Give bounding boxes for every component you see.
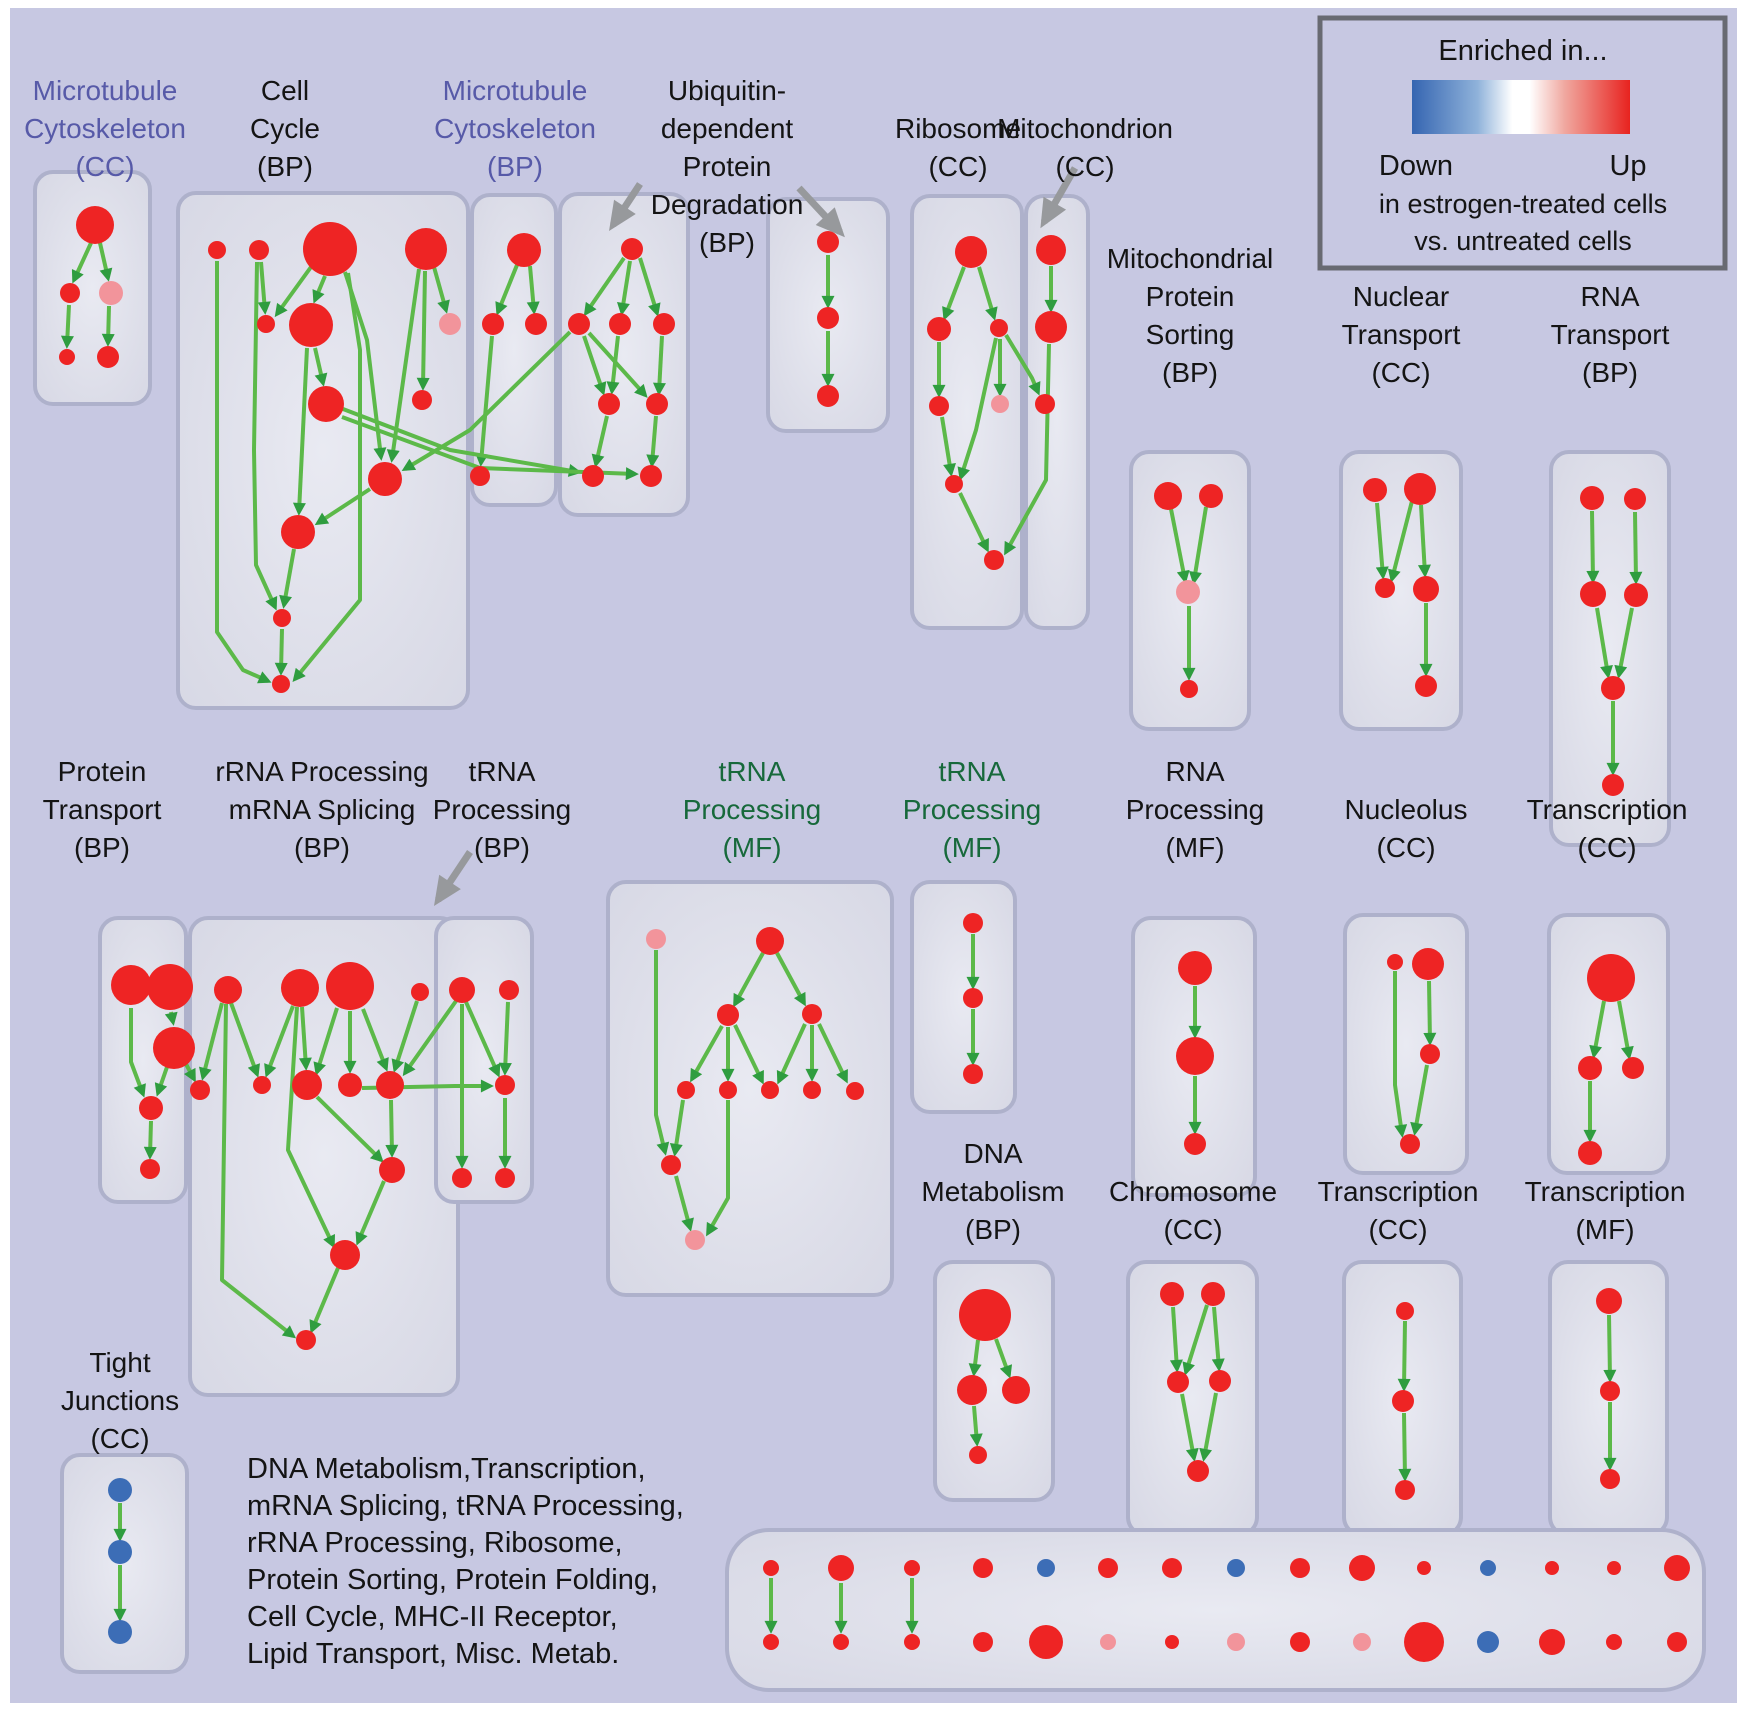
- cluster-label-transcription-mf: Transcription: [1524, 1176, 1686, 1207]
- node-misc-clusters-8: [1290, 1558, 1310, 1578]
- node-rrna-processing-mrna-splicing-bp-0: [190, 1080, 210, 1100]
- node-trna-processing-bp-4: [495, 1168, 515, 1188]
- node-rrna-processing-mrna-splicing-bp-3: [326, 962, 374, 1010]
- node-chromosome-cc-1: [1201, 1282, 1225, 1306]
- node-rna-transport-bp-4: [1601, 676, 1625, 700]
- node-ubiquitin-degradation-chain-0: [817, 231, 839, 253]
- legend-gradient-bar: [1412, 80, 1630, 134]
- legend: [1320, 18, 1725, 268]
- node-misc-clusters-23: [1290, 1632, 1310, 1652]
- cluster-label-trna-processing-mf-2: tRNA: [938, 756, 1006, 787]
- node-mitochondrial-protein-sorting-bp-1: [1199, 484, 1223, 508]
- cluster-box-chromosome-cc: [1128, 1262, 1257, 1535]
- node-cell-cycle-bp-12: [272, 675, 290, 693]
- node-protein-transport-bp-4: [140, 1159, 160, 1179]
- node-microtubule-cytoskeleton-cc-1: [60, 283, 80, 303]
- legend-down-label: Down: [1378, 150, 1454, 182]
- node-tight-junctions-cc-1: [108, 1540, 132, 1564]
- node-chromosome-cc-3: [1209, 1370, 1231, 1392]
- misc-text-line: Cell Cycle, MHC-II Receptor,: [247, 1601, 618, 1633]
- node-dna-metabolism-bp-2: [1002, 1376, 1030, 1404]
- node-microtubule-cytoskeleton-bp-2: [525, 313, 547, 335]
- node-mitochondrial-protein-sorting-bp-3: [1180, 680, 1198, 698]
- node-transcription-cc-1: [1578, 1056, 1602, 1080]
- node-mitochondrial-protein-sorting-bp-0: [1154, 482, 1182, 510]
- node-cell-cycle-bp-6: [439, 313, 461, 335]
- node-rrna-processing-mrna-splicing-bp-4: [411, 983, 429, 1001]
- edge-rna-transport-bp: [1592, 511, 1593, 580]
- legend-up-label: Up: [1609, 150, 1647, 182]
- node-mitochondrion-cc-0: [1036, 235, 1066, 265]
- node-rna-transport-bp-2: [1580, 581, 1606, 607]
- node-protein-transport-bp-0: [111, 965, 151, 1005]
- node-cell-cycle-bp-8: [412, 390, 432, 410]
- node-transcription-mf-1: [1600, 1381, 1620, 1401]
- misc-text-line: mRNA Splicing, tRNA Processing,: [247, 1490, 684, 1522]
- node-trna-processing-mf-1: [756, 927, 784, 955]
- node-ribosome-cc-2: [990, 319, 1008, 337]
- node-transcription-mf-2: [1600, 1469, 1620, 1489]
- edge-transcription-cc-2: [1404, 1413, 1405, 1478]
- node-ubiquitin-degradation-chain-2: [817, 385, 839, 407]
- cluster-label-rna-processing-mf: (MF): [1165, 832, 1225, 863]
- node-misc-clusters-7: [1227, 1559, 1245, 1577]
- node-trna-processing-bp-3: [452, 1168, 472, 1188]
- node-ubiquitin-dependent-protein-degradation-bp-3: [653, 313, 675, 335]
- node-cell-cycle-bp-9: [368, 462, 402, 496]
- cluster-label-mitochondrial-protein-sorting-bp: (BP): [1162, 357, 1218, 388]
- node-nucleolus-cc-0: [1387, 954, 1403, 970]
- node-cell-cycle-bp-7: [308, 386, 344, 422]
- cluster-label-dna-metabolism-bp: DNA: [963, 1138, 1023, 1169]
- misc-text-line: rRNA Processing, Ribosome,: [247, 1527, 623, 1559]
- cluster-label-nuclear-transport-cc: Nuclear: [1352, 281, 1450, 312]
- cluster-label-microtubule-cytoskeleton-cc: Microtubule: [32, 75, 178, 106]
- node-misc-clusters-13: [1607, 1561, 1621, 1575]
- node-misc-clusters-11: [1480, 1560, 1496, 1576]
- node-trna-processing-mf-5: [719, 1081, 737, 1099]
- node-dna-metabolism-bp-1: [957, 1375, 987, 1405]
- node-nuclear-transport-cc-0: [1363, 478, 1387, 502]
- node-ubiquitin-dependent-protein-degradation-bp-0: [621, 238, 643, 260]
- node-cell-cycle-bp-5: [289, 303, 333, 347]
- node-chromosome-cc-4: [1187, 1460, 1209, 1482]
- node-trna-processing-mf-7: [803, 1081, 821, 1099]
- cluster-label-rna-processing-mf: Processing: [1125, 794, 1265, 825]
- node-misc-clusters-28: [1606, 1634, 1622, 1650]
- cluster-label-microtubule-cytoskeleton-bp: Microtubule: [442, 75, 588, 106]
- node-ribosome-cc-5: [945, 475, 963, 493]
- cluster-label-microtubule-cytoskeleton-cc: Cytoskeleton: [24, 113, 186, 144]
- node-ubiquitin-dependent-protein-degradation-bp-4: [598, 393, 620, 415]
- node-trna-processing-mf-2-1: [963, 988, 983, 1008]
- node-misc-clusters-24: [1353, 1633, 1371, 1651]
- node-misc-clusters-29: [1667, 1632, 1687, 1652]
- cluster-label-ubiquitin-dependent-protein-degradation-bp: (BP): [699, 227, 755, 258]
- cluster-label-protein-transport-bp: Protein: [57, 756, 147, 787]
- cluster-label-trna-processing-bp: (BP): [474, 832, 530, 863]
- cluster-label-trna-processing-mf-2: (MF): [942, 832, 1002, 863]
- node-tight-junctions-cc-0: [108, 1478, 132, 1502]
- node-misc-clusters-18: [973, 1632, 993, 1652]
- cluster-label-cell-cycle-bp: Cell: [260, 75, 310, 106]
- node-misc-clusters-21: [1165, 1635, 1179, 1649]
- node-mitochondrial-protein-sorting-bp-2: [1176, 580, 1200, 604]
- node-microtubule-cytoskeleton-bp-0: [507, 233, 541, 267]
- node-chromosome-cc-2: [1167, 1371, 1189, 1393]
- node-misc-clusters-6: [1162, 1558, 1182, 1578]
- cluster-box-transcription-cc: [1549, 915, 1668, 1173]
- node-ubiquitin-degradation-chain-1: [817, 307, 839, 329]
- cluster-label-rna-processing-mf: RNA: [1165, 756, 1225, 787]
- cluster-label-mitochondrial-protein-sorting-bp: Mitochondrial: [1106, 243, 1274, 274]
- node-misc-clusters-0: [763, 1560, 779, 1576]
- cluster-box-nucleolus-cc: [1345, 915, 1467, 1173]
- node-rrna-processing-mrna-splicing-bp-5: [253, 1076, 271, 1094]
- node-trna-processing-mf-0: [646, 929, 666, 949]
- node-transcription-cc-2: [1622, 1057, 1644, 1079]
- node-misc-clusters-19: [1029, 1625, 1063, 1659]
- edge-protein-transport-bp: [171, 1012, 173, 1022]
- edge-cell-cycle-bp: [281, 629, 282, 672]
- node-trna-processing-mf-3: [802, 1004, 822, 1024]
- node-microtubule-cytoskeleton-bp-3: [470, 466, 490, 486]
- node-transcription-mf-0: [1596, 1288, 1622, 1314]
- edge-transcription-cc-2: [1404, 1321, 1405, 1388]
- cluster-label-microtubule-cytoskeleton-bp: Cytoskeleton: [434, 113, 596, 144]
- cluster-label-trna-processing-mf: (MF): [722, 832, 782, 863]
- node-misc-clusters-17: [904, 1634, 920, 1650]
- node-misc-clusters-26: [1477, 1631, 1499, 1653]
- node-mitochondrion-cc-1: [1035, 311, 1067, 343]
- node-cell-cycle-bp-10: [281, 515, 315, 549]
- edge-transcription-mf: [1609, 1315, 1610, 1379]
- cluster-label-chromosome-cc: (CC): [1163, 1214, 1223, 1245]
- node-ribosome-cc-1: [927, 317, 951, 341]
- node-transcription-cc-2-0: [1396, 1302, 1414, 1320]
- node-rna-transport-bp-0: [1580, 486, 1604, 510]
- edge-nucleolus-cc: [1429, 981, 1430, 1042]
- node-cell-cycle-bp-1: [249, 240, 269, 260]
- cluster-label-trna-processing-mf: Processing: [682, 794, 822, 825]
- cluster-label-ubiquitin-dependent-protein-degradation-bp: Ubiquitin-: [667, 75, 787, 106]
- cluster-label-protein-transport-bp: (BP): [74, 832, 130, 863]
- node-microtubule-cytoskeleton-cc-0: [76, 206, 114, 244]
- node-nuclear-transport-cc-4: [1415, 675, 1437, 697]
- node-trna-processing-bp-0: [449, 977, 475, 1003]
- cluster-label-nucleolus-cc: Nucleolus: [1344, 794, 1468, 825]
- cluster-label-ubiquitin-dependent-protein-degradation-bp: Degradation: [650, 189, 804, 220]
- node-rrna-processing-mrna-splicing-bp-7: [338, 1073, 362, 1097]
- node-trna-processing-mf-6: [761, 1081, 779, 1099]
- node-rrna-processing-mrna-splicing-bp-9: [379, 1157, 405, 1183]
- node-misc-clusters-27: [1539, 1629, 1565, 1655]
- cluster-label-transcription-cc: (CC): [1577, 832, 1637, 863]
- misc-text-line: DNA Metabolism,Transcription,: [247, 1453, 646, 1485]
- misc-text-line: Protein Sorting, Protein Folding,: [247, 1564, 659, 1596]
- cluster-label-nuclear-transport-cc: (CC): [1371, 357, 1431, 388]
- node-misc-clusters-14: [1664, 1555, 1690, 1581]
- edge-cell-cycle-bp: [423, 271, 425, 387]
- cluster-label-ribosome-cc: (CC): [928, 151, 988, 182]
- cluster-label-trna-processing-mf-2: Processing: [902, 794, 1042, 825]
- node-misc-clusters-22: [1227, 1633, 1245, 1651]
- cluster-label-protein-transport-bp: Transport: [42, 794, 162, 825]
- node-cell-cycle-bp-0: [208, 241, 226, 259]
- node-ribosome-cc-0: [955, 236, 987, 268]
- node-misc-clusters-2: [904, 1560, 920, 1576]
- node-transcription-cc-3: [1578, 1141, 1602, 1165]
- cluster-label-trna-processing-mf: tRNA: [718, 756, 786, 787]
- node-microtubule-cytoskeleton-cc-3: [59, 349, 75, 365]
- cluster-label-cell-cycle-bp: (BP): [257, 151, 313, 182]
- node-chromosome-cc-0: [1160, 1282, 1184, 1306]
- cluster-label-transcription-mf: (MF): [1575, 1214, 1635, 1245]
- node-rna-transport-bp-3: [1624, 583, 1648, 607]
- cluster-label-tight-junctions-cc: (CC): [90, 1423, 150, 1454]
- node-nuclear-transport-cc-3: [1413, 576, 1439, 602]
- node-nucleolus-cc-1: [1412, 948, 1444, 980]
- cluster-label-ribosome-cc: Ribosome: [894, 113, 1022, 144]
- cluster-box-trna-processing-bp: [436, 918, 532, 1202]
- cluster-label-rrna-processing-mrna-splicing-bp: mRNA Splicing: [228, 794, 416, 825]
- cluster-label-microtubule-cytoskeleton-bp: (BP): [487, 151, 543, 182]
- node-misc-clusters-3: [973, 1558, 993, 1578]
- node-misc-clusters-10: [1417, 1561, 1431, 1575]
- node-trna-processing-bp-2: [495, 1075, 515, 1095]
- node-misc-clusters-4: [1037, 1559, 1055, 1577]
- node-cell-cycle-bp-11: [273, 609, 291, 627]
- node-protein-transport-bp-2: [153, 1027, 195, 1069]
- node-misc-clusters-25: [1404, 1622, 1444, 1662]
- edge-rna-transport-bp: [1635, 512, 1636, 581]
- node-misc-clusters-15: [763, 1634, 779, 1650]
- node-ribosome-cc-3: [929, 396, 949, 416]
- node-cell-cycle-bp-4: [257, 315, 275, 333]
- node-protein-transport-bp-3: [139, 1096, 163, 1120]
- node-ubiquitin-dependent-protein-degradation-bp-1: [568, 313, 590, 335]
- node-rrna-processing-mrna-splicing-bp-6: [292, 1070, 322, 1100]
- cluster-label-mitochondrial-protein-sorting-bp: Sorting: [1145, 319, 1235, 350]
- node-ubiquitin-dependent-protein-degradation-bp-5: [646, 393, 668, 415]
- node-trna-processing-mf-2-2: [963, 1064, 983, 1084]
- cluster-label-tight-junctions-cc: Tight: [89, 1347, 151, 1378]
- node-trna-processing-mf-2-0: [963, 913, 983, 933]
- node-cell-cycle-bp-2: [303, 222, 357, 276]
- cluster-box-nuclear-transport-cc: [1341, 452, 1461, 729]
- node-microtubule-cytoskeleton-cc-2: [99, 281, 123, 305]
- legend-subtitle-1: in estrogen-treated cells: [1378, 189, 1668, 219]
- node-rrna-processing-mrna-splicing-bp-10: [330, 1240, 360, 1270]
- node-transcription-cc-2-1: [1392, 1390, 1414, 1412]
- cluster-label-microtubule-cytoskeleton-cc: (CC): [75, 151, 135, 182]
- node-nuclear-transport-cc-2: [1375, 578, 1395, 598]
- cluster-label-rna-transport-bp: RNA: [1580, 281, 1640, 312]
- node-rna-processing-mf-0: [1178, 951, 1212, 985]
- cluster-label-rrna-processing-mrna-splicing-bp: (BP): [294, 832, 350, 863]
- node-trna-processing-bp-1: [499, 980, 519, 1000]
- node-ribosome-cc-6: [984, 550, 1004, 570]
- node-microtubule-cytoskeleton-cc-4: [97, 346, 119, 368]
- node-nucleolus-cc-2: [1420, 1044, 1440, 1064]
- cluster-label-cell-cycle-bp: Cycle: [249, 113, 321, 144]
- node-misc-clusters-1: [828, 1555, 854, 1581]
- cluster-label-rna-transport-bp: Transport: [1550, 319, 1670, 350]
- node-misc-clusters-20: [1100, 1634, 1116, 1650]
- node-ubiquitin-dependent-protein-degradation-bp-7: [640, 465, 662, 487]
- node-rrna-processing-mrna-splicing-bp-11: [296, 1330, 316, 1350]
- node-rna-processing-mf-2: [1184, 1133, 1206, 1155]
- edge-protein-transport-bp: [150, 1121, 151, 1156]
- node-trna-processing-mf-2: [717, 1004, 739, 1026]
- node-misc-clusters-12: [1545, 1561, 1559, 1575]
- cluster-label-transcription-cc-2: Transcription: [1317, 1176, 1479, 1207]
- cluster-label-trna-processing-bp: Processing: [432, 794, 572, 825]
- edge-microtubule-cytoskeleton-cc: [108, 306, 109, 343]
- node-rna-transport-bp-1: [1624, 488, 1646, 510]
- node-microtubule-cytoskeleton-bp-1: [482, 313, 504, 335]
- node-rna-transport-bp-5: [1602, 774, 1624, 796]
- cluster-label-nuclear-transport-cc: Transport: [1341, 319, 1461, 350]
- cluster-label-rna-transport-bp: (BP): [1582, 357, 1638, 388]
- node-misc-clusters-9: [1349, 1555, 1375, 1581]
- node-transcription-cc-0: [1587, 954, 1635, 1002]
- node-rrna-processing-mrna-splicing-bp-8: [376, 1071, 404, 1099]
- edge-microtubule-cytoskeleton-cc: [67, 305, 69, 345]
- node-dna-metabolism-bp-0: [959, 1289, 1011, 1341]
- legend-subtitle-2: vs. untreated cells: [1414, 226, 1632, 256]
- cluster-label-chromosome-cc: Chromosome: [1108, 1176, 1278, 1207]
- node-mitochondrion-cc-2: [1035, 394, 1055, 414]
- cluster-label-mitochondrion-cc: Mitochondrion: [997, 113, 1173, 144]
- node-protein-transport-bp-1: [147, 964, 193, 1010]
- node-rrna-processing-mrna-splicing-bp-2: [281, 969, 319, 1007]
- node-trna-processing-mf-8: [846, 1082, 864, 1100]
- node-ubiquitin-dependent-protein-degradation-bp-6: [582, 465, 604, 487]
- misc-text-line: Lipid Transport, Misc. Metab.: [247, 1638, 620, 1670]
- node-ribosome-cc-4: [991, 395, 1009, 413]
- cluster-label-mitochondrion-cc: (CC): [1055, 151, 1115, 182]
- cluster-label-rrna-processing-mrna-splicing-bp: rRNA Processing: [215, 756, 429, 787]
- node-rna-processing-mf-1: [1176, 1037, 1214, 1075]
- node-dna-metabolism-bp-3: [969, 1446, 987, 1464]
- node-trna-processing-mf-4: [677, 1081, 695, 1099]
- node-cell-cycle-bp-3: [405, 228, 447, 270]
- node-rrna-processing-mrna-splicing-bp-1: [214, 976, 242, 1004]
- node-trna-processing-mf-10: [685, 1230, 705, 1250]
- cluster-label-transcription-cc: Transcription: [1526, 794, 1688, 825]
- node-transcription-cc-2-2: [1395, 1480, 1415, 1500]
- legend-title: Enriched in...: [1438, 35, 1608, 67]
- node-misc-clusters-16: [833, 1634, 849, 1650]
- cluster-label-trna-processing-bp: tRNA: [468, 756, 536, 787]
- cluster-box-misc-clusters: [727, 1530, 1704, 1690]
- cluster-label-ubiquitin-dependent-protein-degradation-bp: dependent: [660, 113, 794, 144]
- cluster-label-tight-junctions-cc: Junctions: [60, 1385, 180, 1416]
- node-nucleolus-cc-3: [1400, 1134, 1420, 1154]
- cluster-label-dna-metabolism-bp: Metabolism: [921, 1176, 1065, 1207]
- cluster-label-mitochondrial-protein-sorting-bp: Protein: [1145, 281, 1235, 312]
- node-tight-junctions-cc-2: [108, 1620, 132, 1644]
- cluster-label-transcription-cc-2: (CC): [1368, 1214, 1428, 1245]
- node-ubiquitin-dependent-protein-degradation-bp-2: [609, 313, 631, 335]
- cluster-label-ubiquitin-dependent-protein-degradation-bp: Protein: [682, 151, 772, 182]
- node-misc-clusters-5: [1098, 1558, 1118, 1578]
- node-nuclear-transport-cc-1: [1404, 473, 1436, 505]
- node-trna-processing-mf-9: [661, 1155, 681, 1175]
- edge-rrna-processing-mrna-splicing-bp: [391, 1100, 392, 1154]
- cluster-label-nucleolus-cc: (CC): [1376, 832, 1436, 863]
- cluster-label-dna-metabolism-bp: (BP): [965, 1214, 1021, 1245]
